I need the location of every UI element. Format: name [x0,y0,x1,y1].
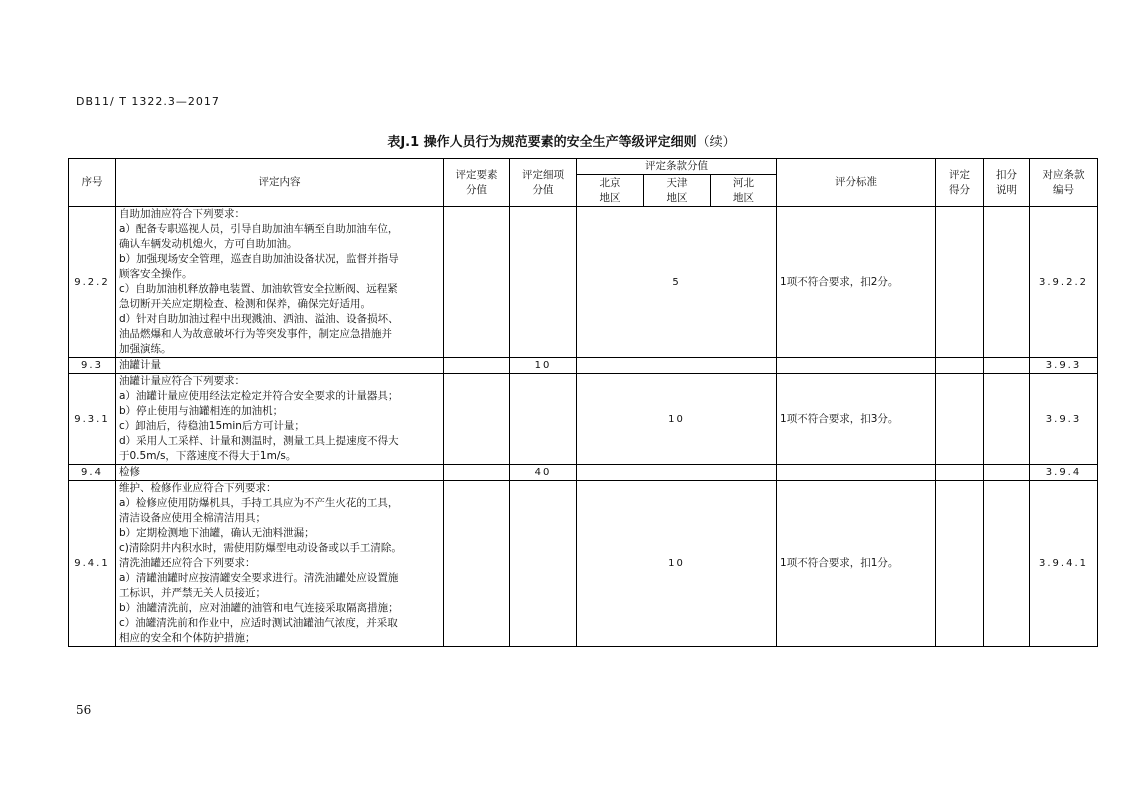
content-line: 清洁设备应使用全棉清洁用具； [119,512,266,524]
table-row [69,481,1098,647]
header-deduction-line: 扣分 [996,168,1018,181]
content-line: 顾客安全操作。 [119,268,193,280]
content-line: 加强演练。 [119,343,172,355]
page-number: 56 [76,703,92,717]
content-line: 于0.5m/s，下落速度不得大于1m/s。 [119,450,297,462]
row-deduction [984,481,1030,647]
header-score [936,159,984,207]
header-criteria: 评分标准 [777,159,936,207]
table-row [69,374,1098,465]
content-line: 维护、检修作业应符合下列要求： [119,482,277,494]
content-line: 自助加油应符合下列要求： [119,208,245,220]
row-element-score [444,358,510,374]
row-criteria [777,358,936,374]
row-criteria: 1项不符合要求，扣2分。 [777,207,936,358]
row-item-score: 10 [510,358,577,374]
header-hebei-line: 河北 [733,176,754,189]
header-beijing [577,175,644,207]
content-line: a）检修应使用防爆机具，手持工具应为不产生火花的工具， [119,497,399,509]
header-item-score [510,159,577,207]
row-element-score [444,207,510,358]
table-row [69,358,1098,374]
content-line: c)清除阴井内积水时，需使用防爆型电动设备或以手工清除。 [119,542,402,554]
row-deduction [984,374,1030,465]
content-line: 相应的安全和个体防护措施； [119,632,256,644]
content-line: a）油罐计量应使用经法定检定并符合安全要求的计量器具； [119,390,399,402]
content-line: c）自助加油机释放静电装置、加油软管安全拉断阀、远程紧 [119,283,398,295]
row-seq: 9.4 [69,465,116,481]
row-item-score [510,374,577,465]
header-tianjin-line: 地区 [666,191,688,204]
evaluation-table [68,158,1098,647]
row-content [116,481,444,647]
row-score [936,358,984,374]
row-element-score [444,465,510,481]
header-beijing-line: 地区 [599,191,621,204]
row-clause-no: 3.9.3 [1030,374,1098,465]
header-item-score-line: 评定细项 [522,168,564,181]
content-line: b）停止使用与油罐相连的加油机； [119,405,284,417]
header-beijing-line: 北京 [599,176,621,189]
content-line: 工标识，并严禁无关人员接近； [119,587,266,599]
header-score-line: 得分 [949,183,971,196]
document-id: DB11/ T 1322.3—2017 [76,95,220,108]
content-line: 急切断开关应定期检查、检测和保养，确保完好适用。 [119,298,371,310]
content-line: 检修 [119,466,140,478]
table-title-main: 表J.1 操作人员行为规范要素的安全生产等级评定细则 [387,135,697,150]
row-element-score [444,481,510,647]
row-content [116,465,444,481]
header-content: 评定内容 [116,159,444,207]
row-clause-no: 3.9.4 [1030,465,1098,481]
header-hebei [711,175,777,207]
row-score [936,465,984,481]
header-element-score [444,159,510,207]
row-clause-score: 5 [577,207,777,358]
header-item-score-line: 分值 [532,183,554,196]
row-seq: 9.2.2 [69,207,116,358]
header-score-line: 评定 [949,168,971,181]
header-clause-no-line: 对应条款 [1042,168,1085,181]
header-clause-no [1030,159,1098,207]
content-line: b）加强现场安全管理，巡查自助加油设备状况，监督并指导 [119,253,399,265]
header-hebei-line: 地区 [733,191,754,204]
row-criteria [777,465,936,481]
row-clause-score [577,465,777,481]
table-title [0,131,1123,150]
header-tianjin [644,175,711,207]
row-criteria: 1项不符合要求，扣3分。 [777,374,936,465]
content-line: b）定期检测地下油罐，确认无油料泄漏； [119,527,315,539]
content-line: 清洗油罐还应符合下列要求： [119,557,256,569]
row-deduction [984,465,1030,481]
row-score [936,207,984,358]
row-seq: 9.3.1 [69,374,116,465]
row-clause-no: 3.9.3 [1030,358,1098,374]
row-seq: 9.3 [69,358,116,374]
header-clause-no-line: 编号 [1053,183,1075,196]
content-line: c）油罐清洗前和作业中，应适时测试油罐油气浓度，并采取 [119,617,398,629]
row-item-score [510,207,577,358]
row-content [116,207,444,358]
row-clause-no: 3.9.4.1 [1030,481,1098,647]
header-seq: 序号 [69,159,116,207]
row-score [936,481,984,647]
row-score [936,374,984,465]
content-line: a）配备专职巡视人员，引导自助加油车辆至自助加油车位， [119,223,399,235]
row-item-score: 40 [510,465,577,481]
header-deduction [984,159,1030,207]
row-deduction [984,358,1030,374]
row-deduction [984,207,1030,358]
content-line: d）采用人工采样、计量和测温时，测量工具上提速度不得大 [119,435,399,447]
header-element-score-line: 评定要素 [455,168,498,181]
row-clause-no: 3.9.2.2 [1030,207,1098,358]
header-clause-score: 评定条款分值 [577,159,777,175]
content-line: 油罐计量应符合下列要求： [119,375,245,387]
header-element-score-line: 分值 [466,183,487,196]
content-line: d）针对自助加油过程中出现溅油、洒油、溢油、设备损坏、 [119,313,399,325]
content-line: c）卸油后，待稳油15min后方可计量； [119,420,305,432]
content-line: 确认车辆发动机熄火，方可自助加油。 [119,238,298,250]
row-clause-score: 10 [577,481,777,647]
row-clause-score: 10 [577,374,777,465]
row-content [116,358,444,374]
content-line: b）油罐清洗前，应对油罐的油管和电气连接采取隔离措施； [119,602,399,614]
row-seq: 9.4.1 [69,481,116,647]
row-item-score [510,481,577,647]
content-line: 油罐计量 [119,359,161,371]
content-line: a）清罐油罐时应按清罐安全要求进行。清洗油罐处应设置施 [119,572,399,584]
row-element-score [444,374,510,465]
row-content [116,374,444,465]
table-row [69,465,1098,481]
row-clause-score [577,358,777,374]
table-title-suffix: （续） [696,135,736,150]
header-tianjin-line: 天津 [666,176,688,189]
header-deduction-line: 说明 [996,183,1018,196]
content-line: 油品燃爆和人为故意破坏行为等突发事件，制定应急措施并 [119,328,392,340]
row-criteria: 1项不符合要求，扣1分。 [777,481,936,647]
table-row [69,207,1098,358]
